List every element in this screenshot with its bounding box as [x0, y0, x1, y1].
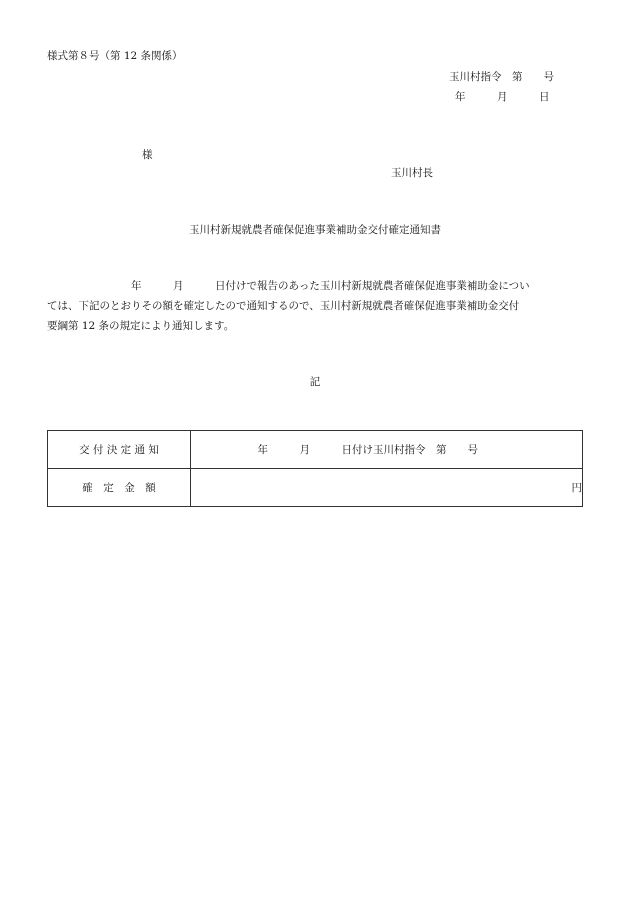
body-text	[47, 276, 587, 336]
confirmed-amount-value: 円	[191, 469, 583, 507]
body-line-1: 年 月 日付けで報告のあった玉川村新規就農者確保促進事業補助金につい	[47, 280, 530, 292]
info-table	[47, 430, 583, 507]
body-line-3: 要綱第 12 条の規定により通知します。	[47, 320, 235, 332]
decision-notice-value: 年 月 日付け玉川村指令 第 号	[191, 431, 583, 469]
document-title: 玉川村新規就農者確保促進事業補助金交付確定通知書	[189, 224, 441, 236]
confirmed-amount-label: 確 定 金 額	[48, 469, 191, 507]
ki-heading: 記	[309, 376, 321, 388]
addressee: 様	[142, 149, 153, 161]
issuer: 玉川村長	[391, 167, 433, 179]
document-number: 玉川村指令 第 号	[449, 71, 554, 83]
decision-notice-label: 交 付 決 定 通 知	[48, 431, 191, 469]
document-date: 年 月 日	[455, 91, 550, 103]
body-line-2: ては、下記のとおりその額を確定したので通知するので、玉川村新規就農者確保促進事業補助金交付	[47, 300, 520, 312]
form-number: 様式第８号（第 12 条関係）	[47, 50, 183, 62]
table-row	[48, 469, 583, 507]
table-row	[48, 431, 583, 469]
